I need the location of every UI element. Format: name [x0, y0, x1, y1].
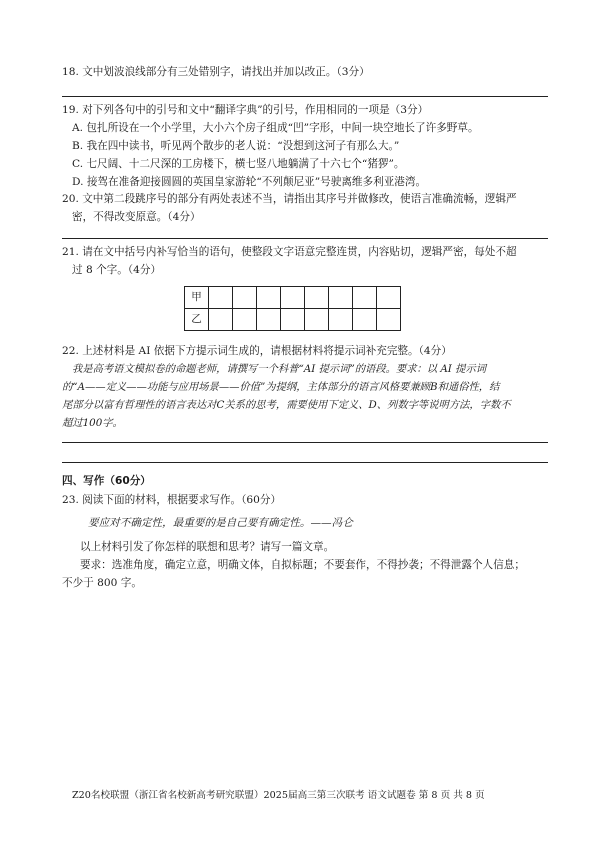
answer-line: [62, 96, 548, 97]
answer-cell[interactable]: [233, 287, 257, 309]
handwritten-prompt-line-1: 我是高考语文模拟卷的命题老师，请撰写一个科普“AI 提示词”的语段。要求：以 AI 提示词: [72, 363, 487, 375]
answer-cell[interactable]: [257, 287, 281, 309]
question-18: 18. 文中划波浪线部分有三处错别字，请找出并加以改正。（3分）: [62, 66, 370, 78]
question-23-requirements-line-2: 不少于 800 字。: [62, 577, 142, 589]
answer-cell[interactable]: [353, 309, 377, 331]
question-23-quote: 要应对不确定性，最重要的是自己要有确定性。——冯仑: [88, 517, 353, 529]
question-21-line-1: 21. 请在文中括号内补写恰当的语句，使整段文字语意完整连贯，内容贴切，逻辑严密，每处不超: [62, 246, 517, 258]
answer-cell[interactable]: [281, 287, 305, 309]
question-20-line-1: 20. 文中第二段跳序号的部分有两处表述不当，请指出其序号并做修改，使语言准确流畅，逻辑严: [62, 193, 517, 205]
answer-line: [62, 442, 548, 443]
answer-cell[interactable]: [377, 309, 401, 331]
answer-grid-row-jia: [185, 287, 401, 309]
answer-cell[interactable]: [329, 309, 353, 331]
question-23-stem: 23. 阅读下面的材料，根据要求写作。（60分）: [62, 494, 282, 506]
row-label-jia: 甲: [185, 287, 209, 309]
question-19-option-c: C. 七尺阔、十二尺深的工房楼下，横七竖八地躺满了十六七个“猪猡”。: [72, 158, 405, 170]
row-label-yi: 乙: [185, 309, 209, 331]
answer-grid: [184, 286, 401, 331]
handwritten-prompt-line-2: 的“A——定义——功能与应用场景——价值”为提纲，主体部分的语言风格要兼顾B和通俗性，结: [62, 381, 500, 393]
answer-cell[interactable]: [257, 309, 281, 331]
question-23-requirements-line-1: 要求：选准角度，确定立意，明确文体，自拟标题；不要套作，不得抄袭；不得泄露个人信息；: [80, 559, 525, 571]
handwritten-prompt-line-4: 超过100字。: [62, 417, 123, 429]
answer-cell[interactable]: [209, 287, 233, 309]
question-19-option-b: B. 我在四中读书，听见两个散步的老人说：“没想到这河子有那么大。”: [72, 140, 400, 152]
answer-cell[interactable]: [305, 287, 329, 309]
question-20-line-2: 密，不得改变原意。（4分）: [72, 211, 201, 223]
answer-cell[interactable]: [377, 287, 401, 309]
answer-line: [62, 238, 548, 239]
question-21-line-2: 过 8 个字。（4分）: [72, 264, 162, 276]
answer-cell[interactable]: [305, 309, 329, 331]
section-title-writing: 四、写作（60分）: [62, 475, 151, 487]
question-19-option-a: A. 包扎所设在一个小学里，大小六个房子组成“凹”字形，中间一块空地长了许多野草。: [72, 122, 479, 134]
answer-cell[interactable]: [209, 309, 233, 331]
answer-cell[interactable]: [329, 287, 353, 309]
question-19-stem: 19. 对下列各句中的引号和文中“翻译字典”的引号，作用相同的一项是（3分）: [62, 104, 429, 116]
answer-cell[interactable]: [353, 287, 377, 309]
page-footer: Z20名校联盟（浙江省名校新高考研究联盟）2025届高三第三次联考 语文试题卷 第 8 页 共 8 页: [72, 790, 485, 801]
answer-line: [62, 462, 548, 463]
answer-cell[interactable]: [233, 309, 257, 331]
answer-grid-row-yi: [185, 309, 401, 331]
question-23-prompt: 以上材料引发了你怎样的联想和思考？请写一篇文章。: [80, 541, 335, 553]
question-22-stem: 22. 上述材料是 AI 依据下方提示词生成的，请根据材料将提示词补充完整。（4分）: [62, 345, 452, 357]
answer-cell[interactable]: [281, 309, 305, 331]
handwritten-prompt-line-3: 尾部分以富有哲理性的语言表达对C关系的思考，需要使用下定义、D、列数字等说明方法，字数不: [62, 399, 511, 411]
question-19-option-d: D. 接驾在准备迎接圆圆的英国皇家游轮“不列颠尼亚”号驶离维多利亚港湾。: [72, 176, 427, 188]
